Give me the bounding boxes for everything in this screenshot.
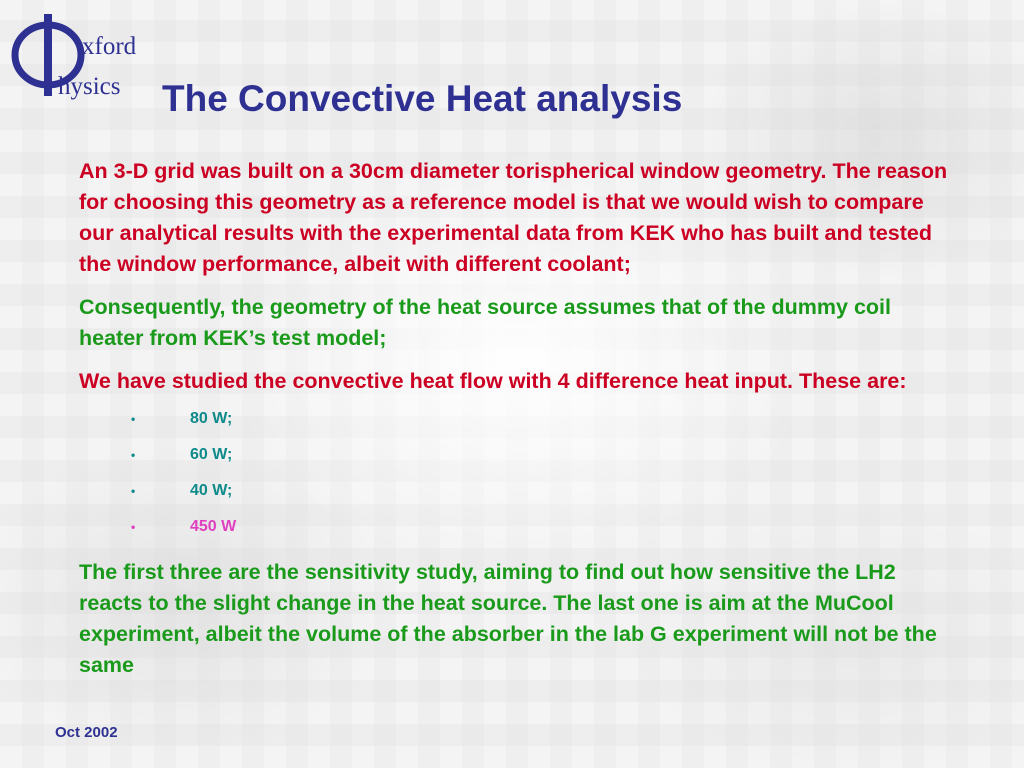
list-item-text: 40 W;: [190, 482, 233, 499]
bullet-icon: •: [131, 484, 136, 498]
list-item: [79, 401, 959, 437]
list-item-text: 450 W: [190, 518, 237, 535]
list-item: [79, 509, 959, 545]
slide-title: The Convective Heat analysis: [162, 78, 683, 119]
logo-text-hysics: hysics: [58, 73, 121, 100]
footer-date: Oct 2002: [55, 724, 118, 741]
heat-input-list: [79, 401, 959, 545]
paragraph-geometry: Consequently, the geometry of the heat source assumes that of the dummy coil heater from KEK’s test model;: [79, 295, 891, 350]
paragraph-closing: The first three are the sensitivity study, aiming to find out how sensitive the LH2 reacts to the slight change in the heat source. The last one is aim at the MuCool experiment, albeit the volume of the absorber in the lab G experiment will not be the same: [79, 560, 937, 677]
list-item: [79, 473, 959, 509]
paragraph-grid: An 3-D grid was built on a 30cm diameter torispherical window geometry. The reason for choosing this geometry as a reference model is that we would wish to compare our analytical results with the experimental data from KEK who has built and tested the window performance, albeit with different coolant;: [79, 159, 948, 276]
bullet-icon: •: [131, 412, 136, 426]
list-item-text: 80 W;: [190, 410, 233, 427]
oxford-physics-logo: [8, 12, 158, 102]
bullet-icon: •: [131, 520, 136, 534]
list-item-text: 60 W;: [190, 446, 233, 463]
paragraph-heat-input: We have studied the convective heat flow with 4 difference heat input. These are:: [79, 369, 907, 393]
bullet-icon: •: [131, 448, 136, 462]
list-item: [79, 437, 959, 473]
slide-content: [79, 156, 959, 693]
logo-text-xford: xford: [82, 33, 137, 60]
